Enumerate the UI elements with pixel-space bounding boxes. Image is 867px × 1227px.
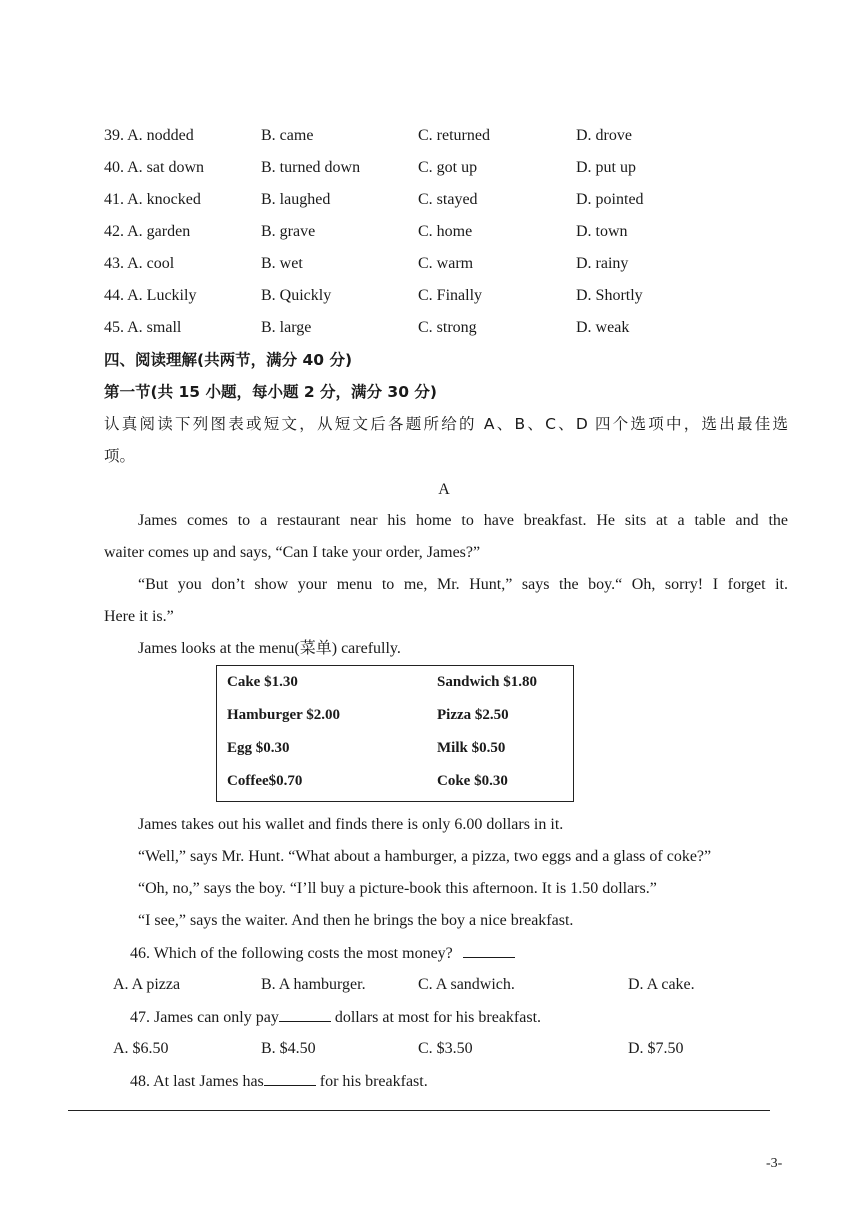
menu-item: Coffee$0.70 [227,773,303,789]
option-c[interactable]: C. $3.50 [418,1040,473,1057]
menu-item: Cake $1.30 [227,674,298,690]
footer-divider [68,1110,770,1111]
passage-paragraph-cont: Here it is.” [104,608,174,625]
question-text-cont: dollars at most for his breakfast. [330,1009,542,1026]
passage-paragraph: James comes to a restaurant near his home to have breakfast. He sits at a table and the [138,512,788,529]
question-text: 47. James can only pay [130,1009,279,1026]
passage-paragraph: James looks at the menu(菜单) carefully. [138,640,401,657]
option-d[interactable]: D. A cake. [628,976,695,993]
option-a[interactable]: A. A pizza [113,976,181,993]
question-47-options [113,1037,813,1061]
option-b: B. large [261,319,312,336]
cloze-option-row [104,252,804,276]
option-c[interactable]: C. A sandwich. [418,976,515,993]
option-a: 39. A. nodded [104,127,194,144]
option-b: B. laughed [261,191,331,208]
answer-blank[interactable] [463,941,515,958]
question-text: 46. Which of the following costs the most money? [130,945,453,962]
option-b: B. wet [261,255,303,272]
question-46-options [113,973,813,997]
menu-item: Egg $0.30 [227,740,290,756]
option-b: B. turned down [261,159,361,176]
answer-blank[interactable] [264,1069,316,1086]
menu-item: Milk $0.50 [437,740,506,756]
menu-table [216,665,574,802]
section-subheading: 第一节(共 15 小题，每小题 2 分，满分 30 分) [104,383,437,401]
option-b: B. grave [261,223,316,240]
option-c: C. strong [418,319,477,336]
passage-paragraph: “But you don’t show your menu to me, Mr. Hunt,” says the boy.“ Oh, sorry! I forget it. [138,576,788,593]
option-d: D. weak [576,319,630,336]
option-c: C. warm [418,255,474,272]
cloze-option-row [104,188,804,212]
option-c: C. stayed [418,191,478,208]
option-d: D. put up [576,159,636,176]
passage-paragraph: “I see,” says the waiter. And then he brings the boy a nice breakfast. [138,912,574,929]
option-c: C. got up [418,159,478,176]
cloze-option-row [104,156,804,180]
menu-item: Coke $0.30 [437,773,508,789]
option-b[interactable]: B. A hamburger. [261,976,366,993]
passage-paragraph-cont: waiter comes up and says, “Can I take your order, James?” [104,544,481,561]
option-d: D. drove [576,127,632,144]
option-c: C. returned [418,127,490,144]
menu-item: Pizza $2.50 [437,707,509,723]
option-a[interactable]: A. $6.50 [113,1040,169,1057]
passage-paragraph: James takes out his wallet and finds there is only 6.00 dollars in it. [138,816,564,833]
option-d: D. pointed [576,191,644,208]
question-46-stem [130,941,814,966]
cloze-option-row [104,316,804,340]
option-a: 41. A. knocked [104,191,201,208]
menu-item: Sandwich $1.80 [437,674,538,690]
menu-item: Hamburger $2.00 [227,707,341,723]
instruction-text: 认真阅读下列图表或短文，从短文后各题所给的 A、B、C、D 四个选项中，选出最佳选 [104,415,788,433]
question-47-stem [130,1005,814,1030]
question-48-stem [130,1069,814,1094]
option-a: 42. A. garden [104,223,191,240]
option-a: 43. A. cool [104,255,175,272]
instruction-text-cont: 项。 [104,447,136,465]
passage-label: A [438,481,450,498]
passage-paragraph: “Well,” says Mr. Hunt. “What about a hamburger, a pizza, two eggs and a glass of coke?” [138,848,712,865]
cloze-option-row [104,284,804,308]
option-d: D. rainy [576,255,629,272]
cloze-option-row [104,220,804,244]
option-b[interactable]: B. $4.50 [261,1040,316,1057]
page-number: -3- [766,1156,783,1171]
option-a: 40. A. sat down [104,159,204,176]
answer-blank[interactable] [279,1005,331,1022]
cloze-option-row [104,124,804,148]
option-c: C. home [418,223,473,240]
question-text-cont: for his breakfast. [315,1073,428,1090]
passage-paragraph: “Oh, no,” says the boy. “I’ll buy a picture-book this afternoon. It is 1.50 dollars.” [138,880,657,897]
question-text: 48. At last James has [130,1073,264,1090]
option-d[interactable]: D. $7.50 [628,1040,684,1057]
option-b: B. came [261,127,314,144]
option-b: B. Quickly [261,287,332,304]
option-c: C. Finally [418,287,483,304]
option-a: 45. A. small [104,319,182,336]
option-d: D. town [576,223,628,240]
section-heading: 四、阅读理解(共两节，满分 40 分) [104,351,353,369]
option-d: D. Shortly [576,287,643,304]
option-a: 44. A. Luckily [104,287,197,304]
